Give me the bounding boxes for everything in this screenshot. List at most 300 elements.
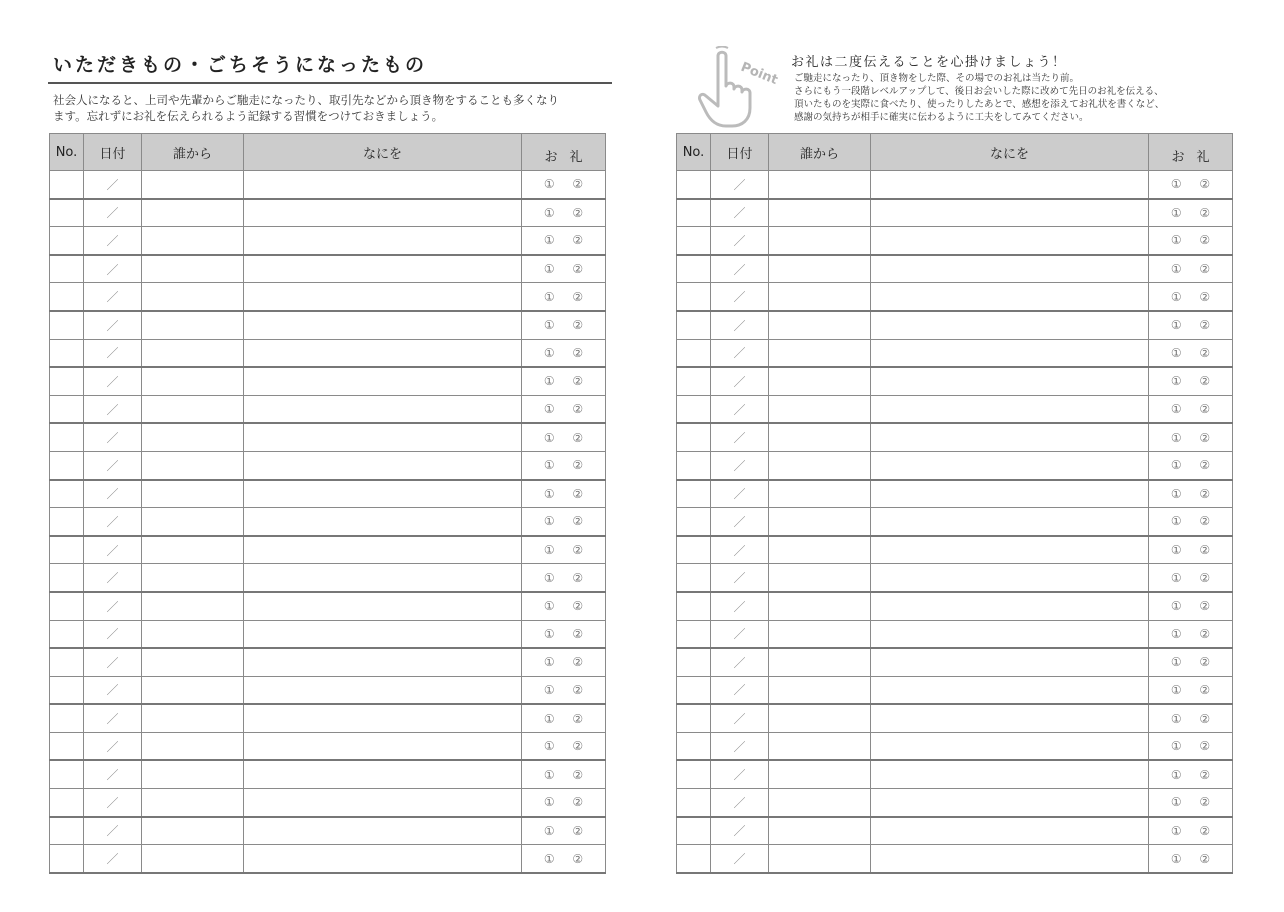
date-cell[interactable]: ／ bbox=[711, 536, 769, 564]
date-cell[interactable]: ／ bbox=[84, 817, 142, 845]
from-cell[interactable] bbox=[142, 255, 244, 283]
date-cell[interactable]: ／ bbox=[711, 451, 769, 479]
pointing-hand-icon bbox=[696, 46, 786, 130]
from-cell[interactable] bbox=[142, 620, 244, 648]
what-cell[interactable] bbox=[244, 564, 522, 592]
what-cell[interactable] bbox=[871, 732, 1149, 760]
thanks-cell[interactable]: ① ② bbox=[1149, 536, 1233, 564]
no-cell[interactable] bbox=[677, 564, 711, 592]
what-cell[interactable] bbox=[871, 227, 1149, 255]
thanks-cell[interactable]: ① ② bbox=[1149, 592, 1233, 620]
what-cell[interactable] bbox=[871, 536, 1149, 564]
table-row bbox=[677, 171, 1233, 199]
what-cell[interactable] bbox=[871, 760, 1149, 788]
header-what: なにを bbox=[244, 134, 522, 171]
header-date: 日付 bbox=[84, 134, 142, 171]
from-cell[interactable] bbox=[769, 311, 871, 339]
date-cell[interactable]: ／ bbox=[711, 311, 769, 339]
table-body bbox=[677, 171, 1233, 873]
no-cell[interactable] bbox=[50, 592, 84, 620]
what-cell[interactable] bbox=[871, 789, 1149, 817]
date-cell[interactable]: ／ bbox=[84, 508, 142, 536]
no-cell[interactable] bbox=[677, 536, 711, 564]
header-from: 誰から bbox=[769, 134, 871, 171]
date-cell[interactable]: ／ bbox=[711, 817, 769, 845]
from-cell[interactable] bbox=[142, 789, 244, 817]
what-cell[interactable] bbox=[871, 199, 1149, 227]
thanks-cell[interactable]: ① ② bbox=[522, 789, 606, 817]
table-row bbox=[677, 789, 1233, 817]
thanks-cell[interactable]: ① ② bbox=[1149, 732, 1233, 760]
table-row bbox=[50, 423, 606, 451]
thanks-cell[interactable]: ① ② bbox=[1149, 760, 1233, 788]
no-cell[interactable] bbox=[50, 480, 84, 508]
from-cell[interactable] bbox=[142, 199, 244, 227]
no-cell[interactable] bbox=[50, 648, 84, 676]
no-cell[interactable] bbox=[50, 255, 84, 283]
from-cell[interactable] bbox=[769, 760, 871, 788]
from-cell[interactable] bbox=[769, 817, 871, 845]
date-cell[interactable]: ／ bbox=[84, 620, 142, 648]
from-cell[interactable] bbox=[142, 227, 244, 255]
date-cell[interactable]: ／ bbox=[711, 367, 769, 395]
what-cell[interactable] bbox=[244, 423, 522, 451]
no-cell[interactable] bbox=[50, 760, 84, 788]
date-cell[interactable]: ／ bbox=[711, 676, 769, 704]
thanks-cell[interactable]: ① ② bbox=[522, 536, 606, 564]
what-cell[interactable] bbox=[871, 451, 1149, 479]
what-cell[interactable] bbox=[871, 817, 1149, 845]
thanks-cell[interactable]: ① ② bbox=[522, 283, 606, 311]
from-cell[interactable] bbox=[769, 367, 871, 395]
table-row bbox=[50, 227, 606, 255]
from-cell[interactable] bbox=[142, 760, 244, 788]
no-cell[interactable] bbox=[50, 845, 84, 873]
thanks-cell[interactable]: ① ② bbox=[522, 648, 606, 676]
date-cell[interactable]: ／ bbox=[84, 423, 142, 451]
thanks-cell[interactable]: ① ② bbox=[522, 395, 606, 423]
from-cell[interactable] bbox=[769, 339, 871, 367]
from-cell[interactable] bbox=[769, 480, 871, 508]
no-cell[interactable] bbox=[677, 339, 711, 367]
date-cell[interactable]: ／ bbox=[711, 845, 769, 873]
table-row bbox=[677, 536, 1233, 564]
what-cell[interactable] bbox=[244, 704, 522, 732]
what-cell[interactable] bbox=[244, 817, 522, 845]
thanks-cell[interactable]: ① ② bbox=[1149, 480, 1233, 508]
table-row bbox=[50, 536, 606, 564]
table-row bbox=[677, 451, 1233, 479]
from-cell[interactable] bbox=[142, 339, 244, 367]
what-cell[interactable] bbox=[244, 648, 522, 676]
from-cell[interactable] bbox=[769, 592, 871, 620]
what-cell[interactable] bbox=[871, 367, 1149, 395]
date-cell[interactable]: ／ bbox=[84, 367, 142, 395]
thanks-cell[interactable]: ① ② bbox=[1149, 451, 1233, 479]
no-cell[interactable] bbox=[50, 451, 84, 479]
date-cell[interactable]: ／ bbox=[84, 395, 142, 423]
no-cell[interactable] bbox=[50, 620, 84, 648]
thanks-cell[interactable]: ① ② bbox=[1149, 845, 1233, 873]
date-cell[interactable]: ／ bbox=[711, 171, 769, 199]
no-cell[interactable] bbox=[677, 255, 711, 283]
no-cell[interactable] bbox=[677, 648, 711, 676]
what-cell[interactable] bbox=[871, 480, 1149, 508]
from-cell[interactable] bbox=[769, 704, 871, 732]
date-cell[interactable]: ／ bbox=[84, 255, 142, 283]
date-cell[interactable]: ／ bbox=[711, 395, 769, 423]
date-cell[interactable]: ／ bbox=[711, 508, 769, 536]
table-row bbox=[677, 339, 1233, 367]
what-cell[interactable] bbox=[244, 339, 522, 367]
date-cell[interactable]: ／ bbox=[84, 311, 142, 339]
point-line: さらにもう一段階レベルアップして、後日お会いした際に改めて先日のお礼を伝える、 bbox=[794, 86, 1164, 97]
what-cell[interactable] bbox=[871, 311, 1149, 339]
no-cell[interactable] bbox=[50, 564, 84, 592]
from-cell[interactable] bbox=[769, 283, 871, 311]
what-cell[interactable] bbox=[244, 395, 522, 423]
no-cell[interactable] bbox=[677, 227, 711, 255]
thanks-cell[interactable]: ① ② bbox=[1149, 564, 1233, 592]
table-row bbox=[50, 789, 606, 817]
date-cell[interactable]: ／ bbox=[711, 704, 769, 732]
thanks-cell[interactable]: ① ② bbox=[522, 480, 606, 508]
table-row bbox=[677, 311, 1233, 339]
thanks-cell[interactable]: ① ② bbox=[1149, 283, 1233, 311]
thanks-cell[interactable]: ① ② bbox=[522, 676, 606, 704]
what-cell[interactable] bbox=[244, 199, 522, 227]
what-cell[interactable] bbox=[244, 480, 522, 508]
date-cell[interactable]: ／ bbox=[84, 704, 142, 732]
no-cell[interactable] bbox=[677, 480, 711, 508]
table-row bbox=[677, 227, 1233, 255]
date-cell[interactable]: ／ bbox=[711, 789, 769, 817]
header-thanks: お礼 bbox=[1149, 134, 1233, 171]
table-row bbox=[677, 480, 1233, 508]
date-cell[interactable]: ／ bbox=[711, 648, 769, 676]
header-from: 誰から bbox=[142, 134, 244, 171]
from-cell[interactable] bbox=[142, 311, 244, 339]
table-row bbox=[677, 255, 1233, 283]
what-cell[interactable] bbox=[871, 620, 1149, 648]
no-cell[interactable] bbox=[677, 367, 711, 395]
from-cell[interactable] bbox=[769, 199, 871, 227]
what-cell[interactable] bbox=[244, 845, 522, 873]
date-cell[interactable]: ／ bbox=[711, 227, 769, 255]
no-cell[interactable] bbox=[50, 367, 84, 395]
no-cell[interactable] bbox=[50, 227, 84, 255]
from-cell[interactable] bbox=[769, 395, 871, 423]
date-cell[interactable]: ／ bbox=[84, 171, 142, 199]
no-cell[interactable] bbox=[677, 676, 711, 704]
from-cell[interactable] bbox=[769, 255, 871, 283]
what-cell[interactable] bbox=[244, 592, 522, 620]
thanks-cell[interactable]: ① ② bbox=[1149, 227, 1233, 255]
header-date: 日付 bbox=[711, 134, 769, 171]
no-cell[interactable] bbox=[50, 423, 84, 451]
table-row bbox=[677, 704, 1233, 732]
no-cell[interactable] bbox=[677, 423, 711, 451]
thanks-cell[interactable]: ① ② bbox=[522, 367, 606, 395]
date-cell[interactable]: ／ bbox=[84, 536, 142, 564]
from-cell[interactable] bbox=[142, 395, 244, 423]
what-cell[interactable] bbox=[244, 311, 522, 339]
thanks-cell[interactable]: ① ② bbox=[1149, 676, 1233, 704]
date-cell[interactable]: ／ bbox=[84, 564, 142, 592]
from-cell[interactable] bbox=[769, 171, 871, 199]
thanks-cell[interactable]: ① ② bbox=[1149, 817, 1233, 845]
table-row bbox=[677, 283, 1233, 311]
date-cell[interactable]: ／ bbox=[84, 760, 142, 788]
date-cell[interactable]: ／ bbox=[711, 255, 769, 283]
thanks-cell[interactable]: ① ② bbox=[522, 339, 606, 367]
table-row bbox=[50, 845, 606, 873]
thanks-cell[interactable]: ① ② bbox=[522, 227, 606, 255]
no-cell[interactable] bbox=[50, 732, 84, 760]
what-cell[interactable] bbox=[871, 704, 1149, 732]
no-cell[interactable] bbox=[677, 732, 711, 760]
thanks-cell[interactable]: ① ② bbox=[522, 592, 606, 620]
what-cell[interactable] bbox=[244, 451, 522, 479]
no-cell[interactable] bbox=[677, 395, 711, 423]
no-cell[interactable] bbox=[50, 817, 84, 845]
date-cell[interactable]: ／ bbox=[84, 339, 142, 367]
page-title: いただきもの・ごちそうになったもの bbox=[53, 54, 428, 76]
point-line: 感謝の気持ちが相手に確実に伝わるように工夫をしてみてください。 bbox=[794, 112, 1089, 123]
from-cell[interactable] bbox=[142, 845, 244, 873]
from-cell[interactable] bbox=[142, 732, 244, 760]
no-cell[interactable] bbox=[677, 789, 711, 817]
table-row bbox=[677, 367, 1233, 395]
thanks-cell[interactable]: ① ② bbox=[522, 704, 606, 732]
no-cell[interactable] bbox=[677, 760, 711, 788]
thanks-cell[interactable]: ① ② bbox=[522, 171, 606, 199]
point-line: 頂いたものを実際に食べたり、使ったりしたあとで、感想を添えてお礼状を書くなど、 bbox=[794, 99, 1165, 110]
from-cell[interactable] bbox=[142, 536, 244, 564]
thanks-cell[interactable]: ① ② bbox=[522, 508, 606, 536]
what-cell[interactable] bbox=[871, 845, 1149, 873]
what-cell[interactable] bbox=[244, 227, 522, 255]
thanks-cell[interactable]: ① ② bbox=[522, 451, 606, 479]
date-cell[interactable]: ／ bbox=[84, 648, 142, 676]
thanks-cell[interactable]: ① ② bbox=[1149, 620, 1233, 648]
thanks-cell[interactable]: ① ② bbox=[522, 564, 606, 592]
table-row bbox=[677, 395, 1233, 423]
table-row bbox=[50, 648, 606, 676]
from-cell[interactable] bbox=[142, 648, 244, 676]
what-cell[interactable] bbox=[244, 789, 522, 817]
date-cell[interactable]: ／ bbox=[711, 732, 769, 760]
date-cell[interactable]: ／ bbox=[84, 676, 142, 704]
what-cell[interactable] bbox=[244, 676, 522, 704]
no-cell[interactable] bbox=[50, 311, 84, 339]
header-what: なにを bbox=[871, 134, 1149, 171]
from-cell[interactable] bbox=[142, 704, 244, 732]
from-cell[interactable] bbox=[769, 845, 871, 873]
table-row bbox=[50, 311, 606, 339]
thanks-cell[interactable]: ① ② bbox=[1149, 171, 1233, 199]
gift-ledger-table-right bbox=[676, 133, 1233, 874]
what-cell[interactable] bbox=[871, 592, 1149, 620]
what-cell[interactable] bbox=[871, 171, 1149, 199]
table-row bbox=[50, 704, 606, 732]
what-cell[interactable] bbox=[871, 255, 1149, 283]
no-cell[interactable] bbox=[50, 676, 84, 704]
what-cell[interactable] bbox=[871, 648, 1149, 676]
what-cell[interactable] bbox=[871, 508, 1149, 536]
point-label: Point bbox=[738, 59, 780, 89]
what-cell[interactable] bbox=[244, 255, 522, 283]
no-cell[interactable] bbox=[677, 311, 711, 339]
from-cell[interactable] bbox=[769, 732, 871, 760]
no-cell[interactable] bbox=[50, 508, 84, 536]
date-cell[interactable]: ／ bbox=[711, 283, 769, 311]
thanks-cell[interactable]: ① ② bbox=[522, 199, 606, 227]
what-cell[interactable] bbox=[244, 760, 522, 788]
what-cell[interactable] bbox=[871, 676, 1149, 704]
from-cell[interactable] bbox=[769, 508, 871, 536]
date-cell[interactable]: ／ bbox=[84, 789, 142, 817]
thanks-cell[interactable]: ① ② bbox=[1149, 508, 1233, 536]
no-cell[interactable] bbox=[677, 171, 711, 199]
date-cell[interactable]: ／ bbox=[84, 199, 142, 227]
from-cell[interactable] bbox=[142, 171, 244, 199]
table-row bbox=[50, 199, 606, 227]
table-row bbox=[677, 760, 1233, 788]
what-cell[interactable] bbox=[244, 732, 522, 760]
from-cell[interactable] bbox=[769, 536, 871, 564]
no-cell[interactable] bbox=[50, 171, 84, 199]
from-cell[interactable] bbox=[142, 817, 244, 845]
from-cell[interactable] bbox=[769, 423, 871, 451]
thanks-cell[interactable]: ① ② bbox=[522, 845, 606, 873]
header-thanks: お礼 bbox=[522, 134, 606, 171]
thanks-cell[interactable]: ① ② bbox=[1149, 311, 1233, 339]
from-cell[interactable] bbox=[142, 480, 244, 508]
from-cell[interactable] bbox=[142, 508, 244, 536]
no-cell[interactable] bbox=[50, 536, 84, 564]
date-cell[interactable]: ／ bbox=[84, 480, 142, 508]
thanks-cell[interactable]: ① ② bbox=[522, 817, 606, 845]
thanks-cell[interactable]: ① ② bbox=[1149, 339, 1233, 367]
date-cell[interactable]: ／ bbox=[84, 283, 142, 311]
table-row bbox=[50, 395, 606, 423]
thanks-cell[interactable]: ① ② bbox=[1149, 704, 1233, 732]
thanks-cell[interactable]: ① ② bbox=[522, 760, 606, 788]
no-cell[interactable] bbox=[50, 789, 84, 817]
no-cell[interactable] bbox=[677, 283, 711, 311]
table-row bbox=[50, 508, 606, 536]
thanks-cell[interactable]: ① ② bbox=[1149, 648, 1233, 676]
from-cell[interactable] bbox=[142, 676, 244, 704]
thanks-cell[interactable]: ① ② bbox=[522, 423, 606, 451]
no-cell[interactable] bbox=[677, 451, 711, 479]
from-cell[interactable] bbox=[769, 451, 871, 479]
table-row bbox=[677, 199, 1233, 227]
what-cell[interactable] bbox=[244, 536, 522, 564]
date-cell[interactable]: ／ bbox=[84, 451, 142, 479]
thanks-cell[interactable]: ① ② bbox=[522, 255, 606, 283]
from-cell[interactable] bbox=[142, 283, 244, 311]
thanks-cell[interactable]: ① ② bbox=[1149, 255, 1233, 283]
date-cell[interactable]: ／ bbox=[84, 845, 142, 873]
date-cell[interactable]: ／ bbox=[711, 620, 769, 648]
thanks-cell[interactable]: ① ② bbox=[522, 620, 606, 648]
thanks-cell[interactable]: ① ② bbox=[522, 311, 606, 339]
no-cell[interactable] bbox=[677, 817, 711, 845]
no-cell[interactable] bbox=[677, 508, 711, 536]
from-cell[interactable] bbox=[769, 564, 871, 592]
date-cell[interactable]: ／ bbox=[711, 480, 769, 508]
no-cell[interactable] bbox=[677, 592, 711, 620]
no-cell[interactable] bbox=[50, 283, 84, 311]
date-cell[interactable]: ／ bbox=[84, 592, 142, 620]
table-row bbox=[50, 620, 606, 648]
thanks-cell[interactable]: ① ② bbox=[522, 732, 606, 760]
no-cell[interactable] bbox=[50, 339, 84, 367]
what-cell[interactable] bbox=[244, 171, 522, 199]
no-cell[interactable] bbox=[677, 704, 711, 732]
date-cell[interactable]: ／ bbox=[84, 732, 142, 760]
table-row bbox=[677, 564, 1233, 592]
no-cell[interactable] bbox=[50, 704, 84, 732]
from-cell[interactable] bbox=[769, 648, 871, 676]
from-cell[interactable] bbox=[769, 789, 871, 817]
no-cell[interactable] bbox=[677, 620, 711, 648]
thanks-cell[interactable]: ① ② bbox=[1149, 789, 1233, 817]
what-cell[interactable] bbox=[244, 620, 522, 648]
from-cell[interactable] bbox=[142, 564, 244, 592]
from-cell[interactable] bbox=[142, 451, 244, 479]
table-row bbox=[677, 817, 1233, 845]
date-cell[interactable]: ／ bbox=[711, 199, 769, 227]
date-cell[interactable]: ／ bbox=[711, 339, 769, 367]
thanks-cell[interactable]: ① ② bbox=[1149, 423, 1233, 451]
what-cell[interactable] bbox=[871, 339, 1149, 367]
from-cell[interactable] bbox=[142, 367, 244, 395]
date-cell[interactable]: ／ bbox=[84, 227, 142, 255]
table-body bbox=[50, 171, 606, 873]
header-no: No. bbox=[677, 134, 711, 171]
from-cell[interactable] bbox=[142, 423, 244, 451]
from-cell[interactable] bbox=[142, 592, 244, 620]
date-cell[interactable]: ／ bbox=[711, 592, 769, 620]
table-row bbox=[50, 817, 606, 845]
what-cell[interactable] bbox=[244, 508, 522, 536]
table-row bbox=[677, 845, 1233, 873]
no-cell[interactable] bbox=[677, 845, 711, 873]
table-row bbox=[50, 592, 606, 620]
no-cell[interactable] bbox=[677, 199, 711, 227]
what-cell[interactable] bbox=[871, 283, 1149, 311]
from-cell[interactable] bbox=[769, 620, 871, 648]
what-cell[interactable] bbox=[244, 283, 522, 311]
no-cell[interactable] bbox=[50, 199, 84, 227]
what-cell[interactable] bbox=[244, 367, 522, 395]
what-cell[interactable] bbox=[871, 395, 1149, 423]
thanks-cell[interactable]: ① ② bbox=[1149, 367, 1233, 395]
what-cell[interactable] bbox=[871, 423, 1149, 451]
date-cell[interactable]: ／ bbox=[711, 564, 769, 592]
thanks-cell[interactable]: ① ② bbox=[1149, 395, 1233, 423]
from-cell[interactable] bbox=[769, 676, 871, 704]
date-cell[interactable]: ／ bbox=[711, 423, 769, 451]
no-cell[interactable] bbox=[50, 395, 84, 423]
date-cell[interactable]: ／ bbox=[711, 760, 769, 788]
from-cell[interactable] bbox=[769, 227, 871, 255]
thanks-cell[interactable]: ① ② bbox=[1149, 199, 1233, 227]
what-cell[interactable] bbox=[871, 564, 1149, 592]
